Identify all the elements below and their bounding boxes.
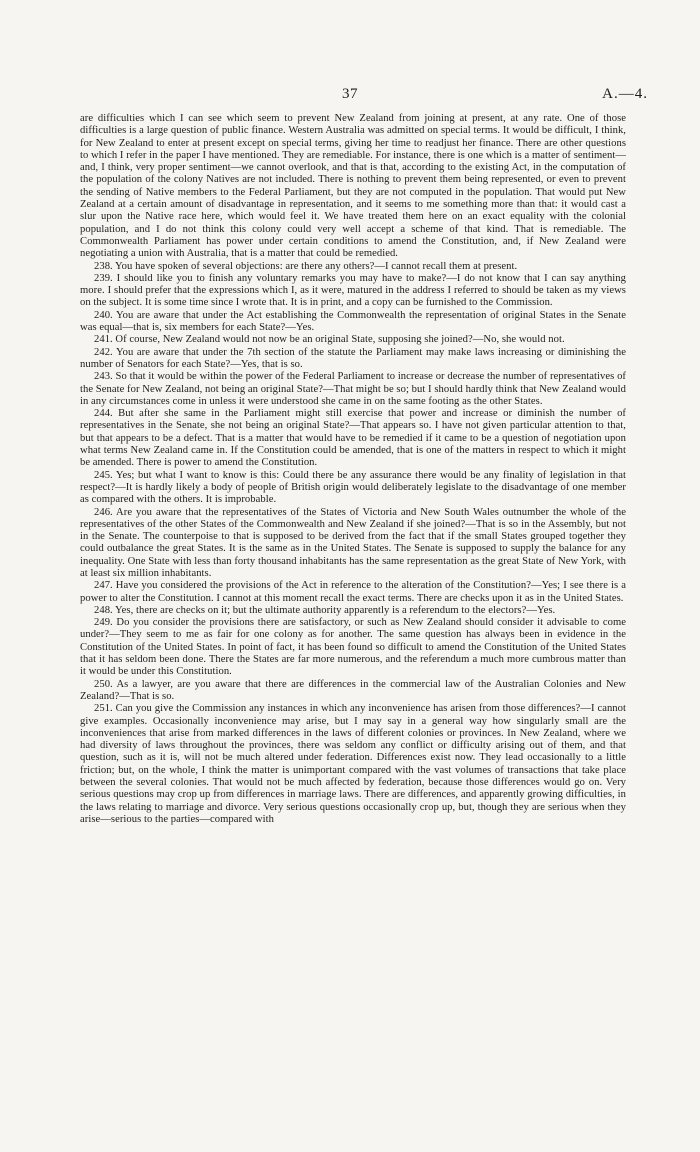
- question-251: 251. Can you give the Commission any instances in which any inconvenience has arisen from those differences?—I cannot give examples. Occasionally inconvenience may arise, but I may say in a general way how singularly small are the inconveniences that arise from marked differences in the laws of different colonies or provinces. In New Zealand, where we had diversity of laws throughout the provinces, there was seldom any conflict or difficulty arising out of them, and that question, such as it is, will not be much altered under federation. Differences exist now. They lead occasionally to a little friction; but, on the whole, I think the matter is unimportant compared with the vast volumes of transactions that take place between the several colonies. That would not be much affected by federation, because those differences would go on. Very serious questions may crop up from differences in marriage laws. There are differences, and apparently growing difficulties, in the laws relating to marriage and divorce. Very serious questions occasionally crop up, but, though they are serious when they arise—serious to the parties—compared with: [80, 703, 626, 825]
- question-240: 240. You are aware that under the Act establishing the Commonwealth the representation of original States in the Senate was equal—that is, six members for each State?—Yes.: [80, 309, 626, 334]
- question-244: 244. But after she same in the Parliament might still exercise that power and increase or diminish the number of representatives in the Senate, she not being an original State?—That appears so. I have not given particular attention to that, but that appears to be a defect. That is a matter that would have to be remedied if it came to be a question of negotiation upon what terms New Zealand came in. If the Constitution could be amended, that is one of the matters in respect to which it might be amended. There is power to amend the Constitution.: [80, 408, 626, 469]
- question-249: 249. Do you consider the provisions there are satisfactory, or such as New Zealand should consider it advisable to come under?—They seem to me as fair for one colony as for another. The same question has always been in evidence in the Constitution of the United States. In point of fact, it has been found so difficult to amend the Constitution of the United States that it has seldom been done. There the States are far more numerous, and the referendum a much more cumbrous matter than it would be under this Constitution.: [80, 617, 626, 678]
- question-248: 248. Yes, there are checks on it; but the ultimate authority apparently is a referendum to the electors?—Yes.: [94, 604, 556, 616]
- question-241: 241. Of course, New Zealand would not now be an original State, supposing she joined?—No, she would not.: [94, 334, 565, 346]
- paragraph-continued: are difficulties which I can see which seem to prevent New Zealand from joining at present, at any rate. One of those difficulties is a large question of public finance. Western Australia was admitted on special terms. It would be difficult, I think, for New Zealand to enter at present except on special terms, giving her time to readjust her finance. There are other questions to which I refer in the paper I have mentioned. They are remediable. For instance, there is one which is a matter of sentiment—and, I think, very proper sentiment—we cannot overlook, and that is that, according to the existing Act, in the computation of the population of the colony Natives are not included. There is nothing to prevent them being represented, or even to prevent the sending of Native members to the Federal Parliament, but they are not computed in the population. That would put New Zealand at a certain amount of disadvantage in representation, and it seems to me something more than that: it would cast a slur upon the Native race here, which would feel it. We have treated them here on an exact equality with the colonial population, and I do not think this colony could very well accept a scheme of that kind. That is remediable. The Commonwealth Parliament has power under certain conditions to amend the Constitution, and, if New Zealand were negotiating a union with Australia, that is a matter that could be remedied.: [80, 113, 626, 260]
- question-250: 250. As a lawyer, are you aware that there are differences in the commercial law of the Australian Colonies and New Zealand?—That is so.: [80, 678, 626, 702]
- document-reference: A.—4.: [602, 86, 648, 102]
- question-245: 245. Yes; but what I want to know is this: Could there be any assurance there would be any finality of legislation in that respect?—It is hardly likely a body of people of British origin would deliberately legislate to the disadvantage of one member as compared with the others. It is improbable.: [80, 469, 626, 506]
- question-238: 238. You have spoken of several objections: are there any others?—I cannot recall them at present.: [94, 260, 518, 272]
- question-246: 246. Are you aware that the representatives of the States of Victoria and New South Wales outnumber the whole of the representatives of the other States of the Commonwealth and New Zealand if she joined?—That is so in the Assembly, but not in the Senate. The counterpoise to that is supposed to be derived from the fact that if the small States grouped together they could outbalance the great States. It is the same as in the United States. The Senate is supposed to supply the balance for any inequality. One State with less than forty thousand inhabitants has the same representation as the great State of New York, with at least six million inhabitants.: [80, 506, 626, 579]
- question-247: 247. Have you considered the provisions of the Act in reference to the alteration of the Constitution?—Yes; I see there is a power to alter the Constitution. I cannot at this moment recall the exact terms. There are checks upon it as in the United States.: [80, 580, 626, 604]
- question-242: 242. You are aware that under the 7th section of the statute the Parliament may make laws increasing or diminishing the number of Senators for each State?—Yes, that is so.: [80, 346, 626, 370]
- body-text: [80, 113, 626, 826]
- question-239: 239. I should like you to finish any voluntary remarks you may have to make?—I do not know that I can say anything more. I should prefer that the expressions which I, as it were, matured in the address I referred to should be taken as my views on the subject. It is some time since I wrote that. It is in print, and a copy can be furnished to the Commission.: [80, 272, 626, 309]
- question-243: 243. So that it would be within the power of the Federal Parliament to increase or decrease the number of representatives of the Senate for New Zealand, not being an original State?—That might be so; but I should hardly think that New Zealand would in any circumstances come in unless it were understood she came in on the same footing as the other States.: [80, 371, 626, 407]
- page-number: 37: [342, 86, 358, 102]
